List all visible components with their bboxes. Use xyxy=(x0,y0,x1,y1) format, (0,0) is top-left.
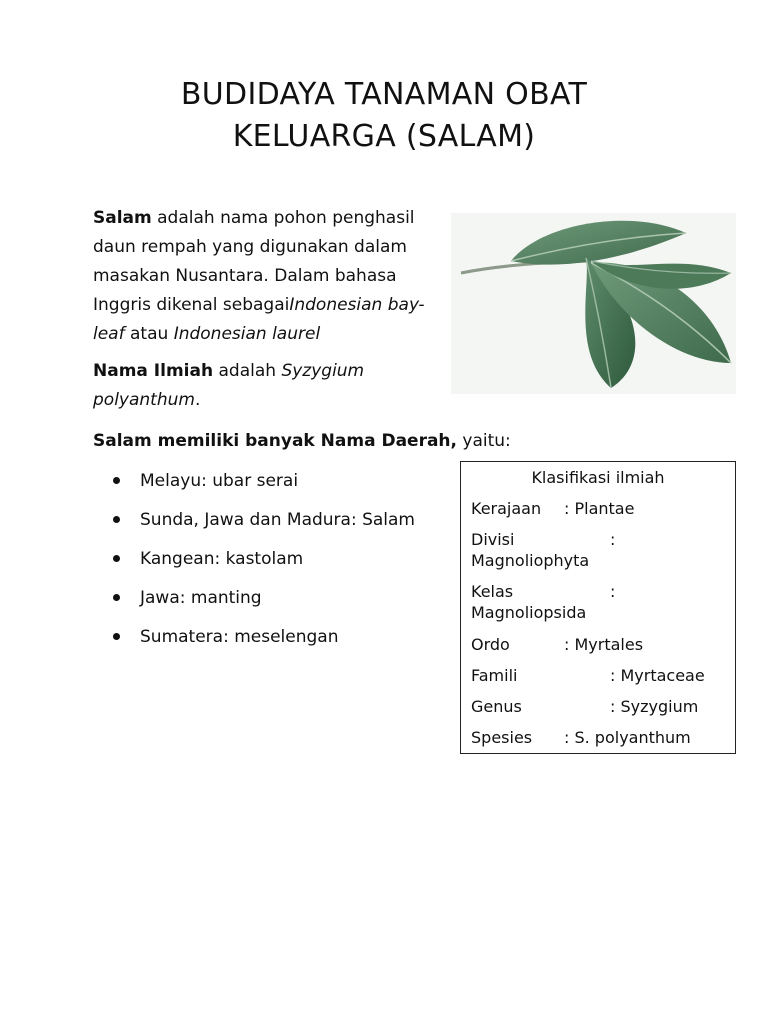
bullet-icon xyxy=(113,555,120,562)
list-item xyxy=(113,540,415,579)
classification-title: Klasifikasi ilmiah xyxy=(531,468,665,487)
list-item-text: Melayu: ubar serai xyxy=(140,471,299,491)
classification-key: Genus xyxy=(471,697,522,716)
classification-key: Spesies xyxy=(471,728,533,747)
regional-names-heading xyxy=(93,427,543,456)
classification-key: Kelas xyxy=(471,582,514,601)
classification-value-cont: Magnoliopsida xyxy=(471,603,587,622)
ilmiah-text-2: . xyxy=(194,390,201,410)
list-item xyxy=(113,501,415,540)
classification-key: Kerajaan xyxy=(471,499,542,518)
list-item-text: Kangean: kastolam xyxy=(140,549,304,569)
classification-key: Divisi xyxy=(471,530,515,549)
classification-value: : Syzygium xyxy=(610,697,699,716)
intro-text-2: atau xyxy=(124,324,174,344)
bullet-icon xyxy=(113,594,120,601)
intro-italic-2: Indonesian laurel xyxy=(173,324,321,344)
leaves-illustration xyxy=(451,213,736,394)
intro-paragraph xyxy=(93,204,438,349)
salam-leaves-photo xyxy=(451,213,736,394)
ilmiah-text-1: adalah xyxy=(213,361,282,381)
classification-key: Ordo xyxy=(471,635,510,654)
classification-value: : xyxy=(610,582,616,601)
scientific-name-paragraph xyxy=(93,357,438,415)
intro-text-1: adalah nama pohon penghasil daun rempah yang digunakan dalam masakan Nusantara. Dalam bahasa Inggris dikenal sebagai xyxy=(93,208,415,315)
daerah-bold: Salam memiliki banyak Nama Daerah, xyxy=(93,431,457,451)
list-item-text: Sumatera: meselengan xyxy=(140,627,339,647)
classification-value-cont: Magnoliophyta xyxy=(471,551,590,570)
intro-italic-1: Indonesian bay-leaf xyxy=(93,295,425,344)
classification-value: : Plantae xyxy=(564,499,635,518)
classification-value: : xyxy=(610,530,616,549)
classification-value: : Myrtaceae xyxy=(610,666,705,685)
bullet-icon xyxy=(113,477,120,484)
classification-value: : Myrtales xyxy=(564,635,644,654)
ilmiah-bold: Nama Ilmiah xyxy=(93,361,214,381)
intro-salam-bold: Salam xyxy=(93,208,152,228)
bullet-icon xyxy=(113,516,120,523)
page-title xyxy=(0,74,768,158)
classification-value: : S. polyanthum xyxy=(564,728,691,747)
bullet-icon xyxy=(113,633,120,640)
list-item xyxy=(113,579,415,618)
title-line-1: BUDIDAYA TANAMAN OBAT xyxy=(180,77,588,112)
list-item-text: Sunda, Jawa dan Madura: Salam xyxy=(140,510,415,530)
regional-names-list xyxy=(113,462,415,657)
classification-key: Famili xyxy=(471,666,518,685)
daerah-text: yaitu: xyxy=(457,431,511,451)
list-item-text: Jawa: manting xyxy=(140,588,262,608)
list-item xyxy=(113,462,415,501)
title-line-2: KELUARGA (SALAM) xyxy=(232,119,536,154)
ilmiah-italic: Syzygium polyanthum xyxy=(93,361,365,410)
list-item xyxy=(113,618,415,657)
classification-box xyxy=(460,461,736,754)
